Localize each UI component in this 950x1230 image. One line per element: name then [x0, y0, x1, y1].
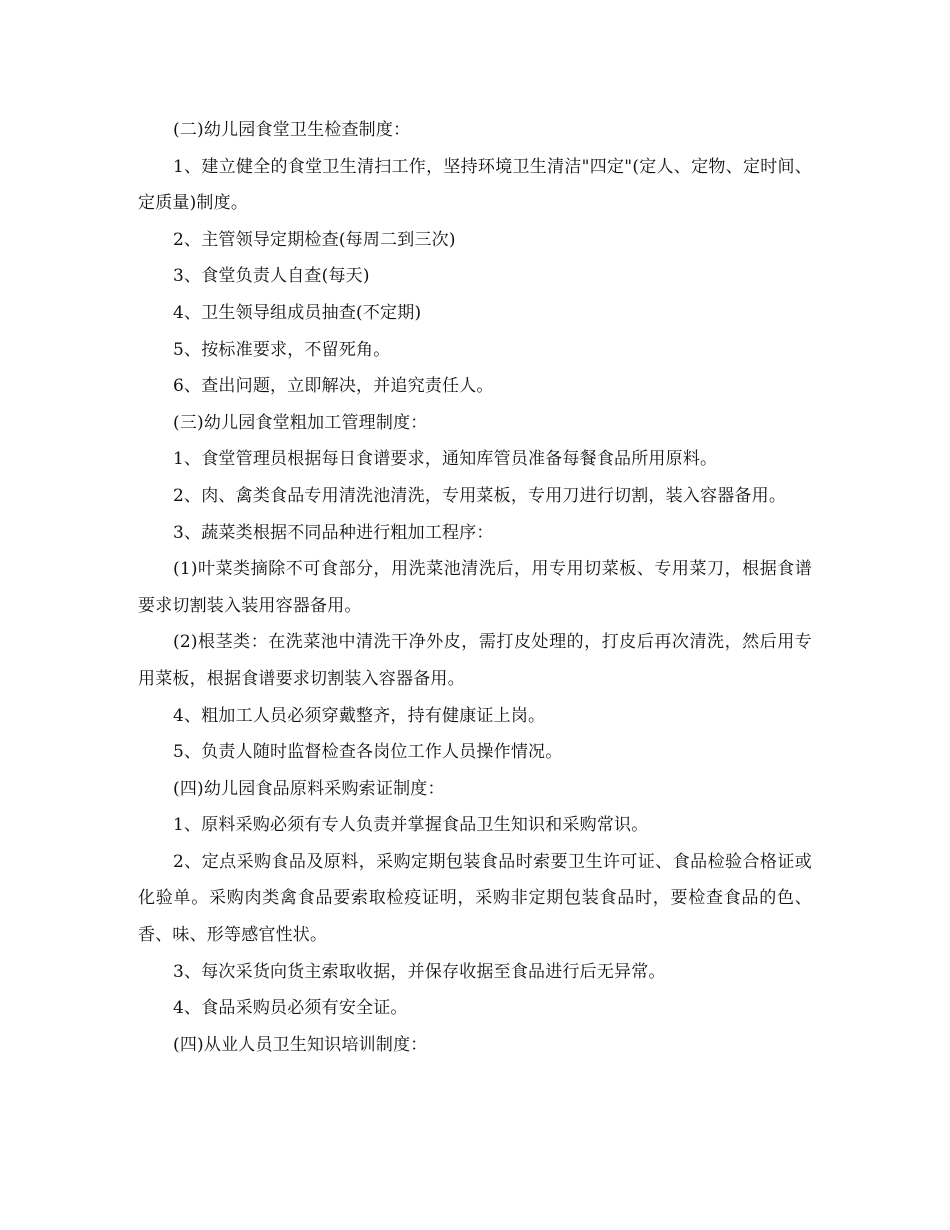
paragraph: 1、食堂管理员根据每日食谱要求，通知库管员准备每餐食品所用原料。 — [173, 449, 718, 470]
paragraph: 1、原料采购必须有专人负责并掌握食品卫生知识和采购常识。 — [173, 815, 649, 836]
section-heading-inspection: (二)幼儿园食堂卫生检查制度： — [173, 120, 411, 140]
paragraph: 4、卫生领导组成员抽查(不定期) — [173, 302, 422, 323]
paragraph: 4、粗加工人员必须穿戴整齐，持有健康证上岗。 — [173, 705, 546, 726]
paragraph: 3、每次采货向货主索取收据，并保存收据至食品进行后无异常。 — [173, 961, 666, 982]
paragraph: 4、食品采购员必须有安全证。 — [173, 998, 408, 1019]
document-page — [138, 112, 812, 1063]
paragraph: (2)根茎类：在洗菜池中清洗干净外皮，需打皮处理的，打皮后再次清洗，然后用专用菜板，根据食谱要求切割装入容器备用。 — [138, 632, 812, 689]
paragraph: 2、肉、禽类食品专用清洗池清洗，专用菜板，专用刀进行切割，装入容器备用。 — [173, 485, 787, 506]
section-heading-rough-processing: (三)幼儿园食堂粗加工管理制度： — [173, 412, 428, 433]
paragraph: 2、定点采购食品及原料，采购定期包装食品时索要卫生许可证、食品检验合格证或化验单。采购肉类禽食品要索取检疫证明，采购非定期包装食品时，要检查食品的色、香、味、形等感官性状。 — [138, 851, 812, 946]
section-heading-procurement: (四)幼儿园食品原料采购索证制度： — [173, 778, 445, 799]
paragraph: 6、查出问题，立即解决，并追究责任人。 — [173, 376, 494, 397]
paragraph: 3、蔬菜类根据不同品种进行粗加工程序： — [173, 522, 494, 543]
paragraph: 2、主管领导定期检查(每周二到三次) — [173, 229, 456, 250]
section-heading-training: (四)从业人员卫生知识培训制度： — [173, 1034, 428, 1055]
paragraph: (1)叶菜类摘除不可食部分，用洗菜池清洗后，用专用切菜板、专用菜刀，根据食谱要求切割装入装用容器备用。 — [138, 559, 812, 616]
paragraph: 5、负责人随时监督检查各岗位工作人员操作情况。 — [173, 742, 563, 763]
paragraph: 5、按标准要求，不留死角。 — [173, 339, 391, 360]
paragraph: 3、食堂负责人自查(每天) — [173, 266, 370, 287]
paragraph: 1、建立健全的食堂卫生清扫工作，坚持环境卫生清洁"四定"(定人、定物、定时间、定质量)制度。 — [138, 156, 812, 214]
